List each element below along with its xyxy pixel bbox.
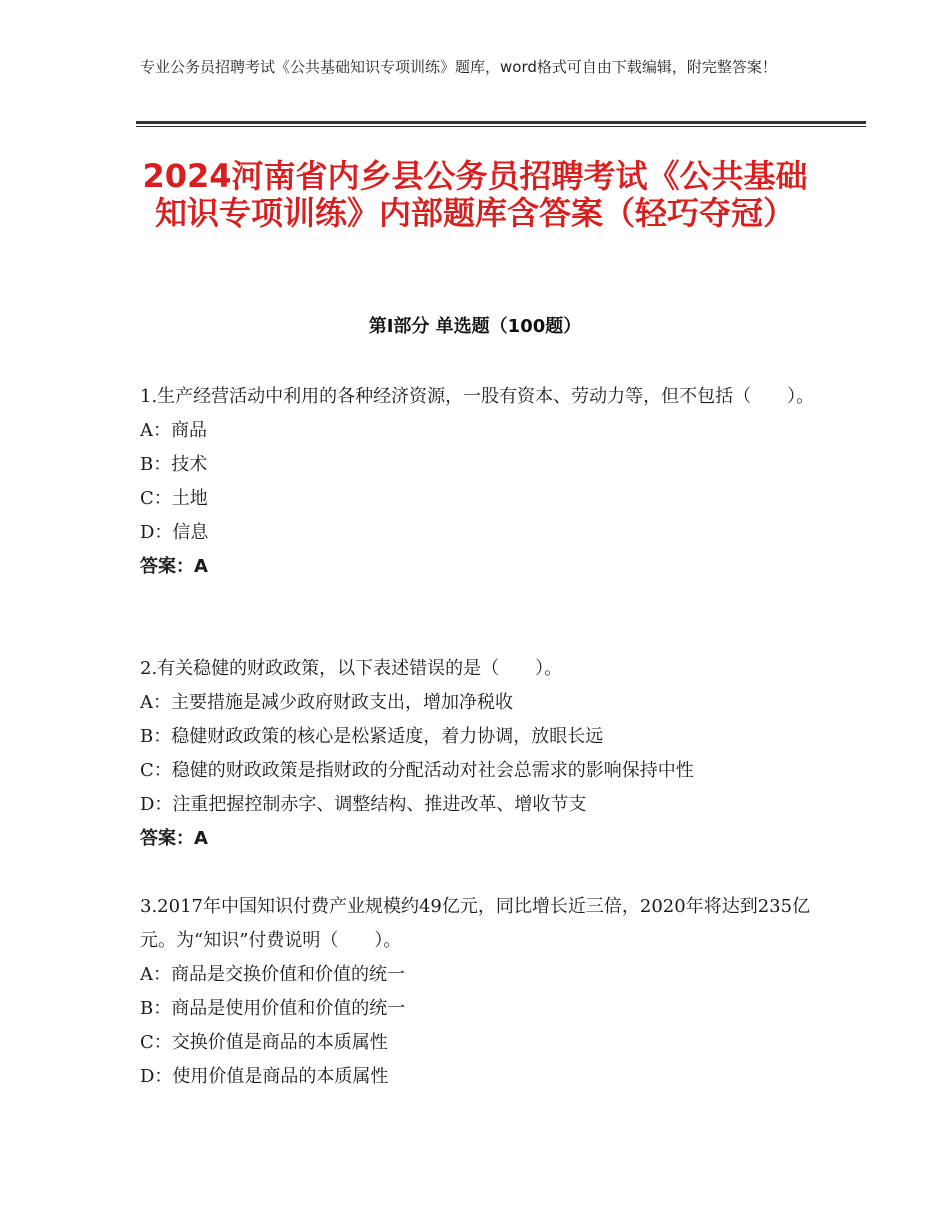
question-stem: 1.生产经营活动中利用的各种经济资源，一股有资本、劳动力等，但不包括（ ）。: [140, 386, 815, 407]
option-a: A：商品: [140, 420, 207, 441]
question-3: [140, 890, 830, 1094]
option-d: D：使用价值是商品的本质属性: [140, 1066, 389, 1087]
question-1: [140, 380, 830, 584]
answer-line: 答案：A: [140, 828, 208, 849]
header-note: 专业公务员招聘考试《公共基础知识专项训练》题库，word格式可自由下载编辑，附完整答案！: [140, 58, 777, 76]
question-stem: 2.有关稳健的财政政策，以下表述错误的是（ ）。: [140, 658, 563, 679]
question-stem: 3.2017年中国知识付费产业规模约49亿元，同比增长近三倍，2020年将达到235亿元。为“知识”付费说明（ ）。: [140, 896, 811, 951]
option-c: C：稳健的财政政策是指财政的分配活动对社会总需求的影响保持中性: [140, 760, 694, 781]
header-divider: [136, 121, 866, 124]
option-b: B：商品是使用价值和价值的统一: [140, 998, 406, 1019]
option-c: C：交换价值是商品的本质属性: [140, 1032, 388, 1053]
option-a: A：主要措施是减少政府财政支出，增加净税收: [140, 692, 513, 713]
option-d: D：信息: [140, 522, 209, 543]
question-2: [140, 652, 830, 856]
option-b: B：稳健财政政策的核心是松紧适度，着力协调，放眼长远: [140, 726, 604, 747]
section-heading: 第Ⅰ部分 单选题（100题）: [368, 316, 582, 337]
option-b: B：技术: [140, 454, 208, 475]
option-d: D：注重把握控制赤字、调整结构、推进改革、增收节支: [140, 794, 587, 815]
document-title: 2024河南省内乡县公务员招聘考试《公共基础知识专项训练》内部题库含答案（轻巧夺冠）: [142, 157, 808, 232]
option-c: C：土地: [140, 488, 208, 509]
answer-line: 答案：A: [140, 556, 208, 577]
option-a: A：商品是交换价值和价值的统一: [140, 964, 405, 985]
